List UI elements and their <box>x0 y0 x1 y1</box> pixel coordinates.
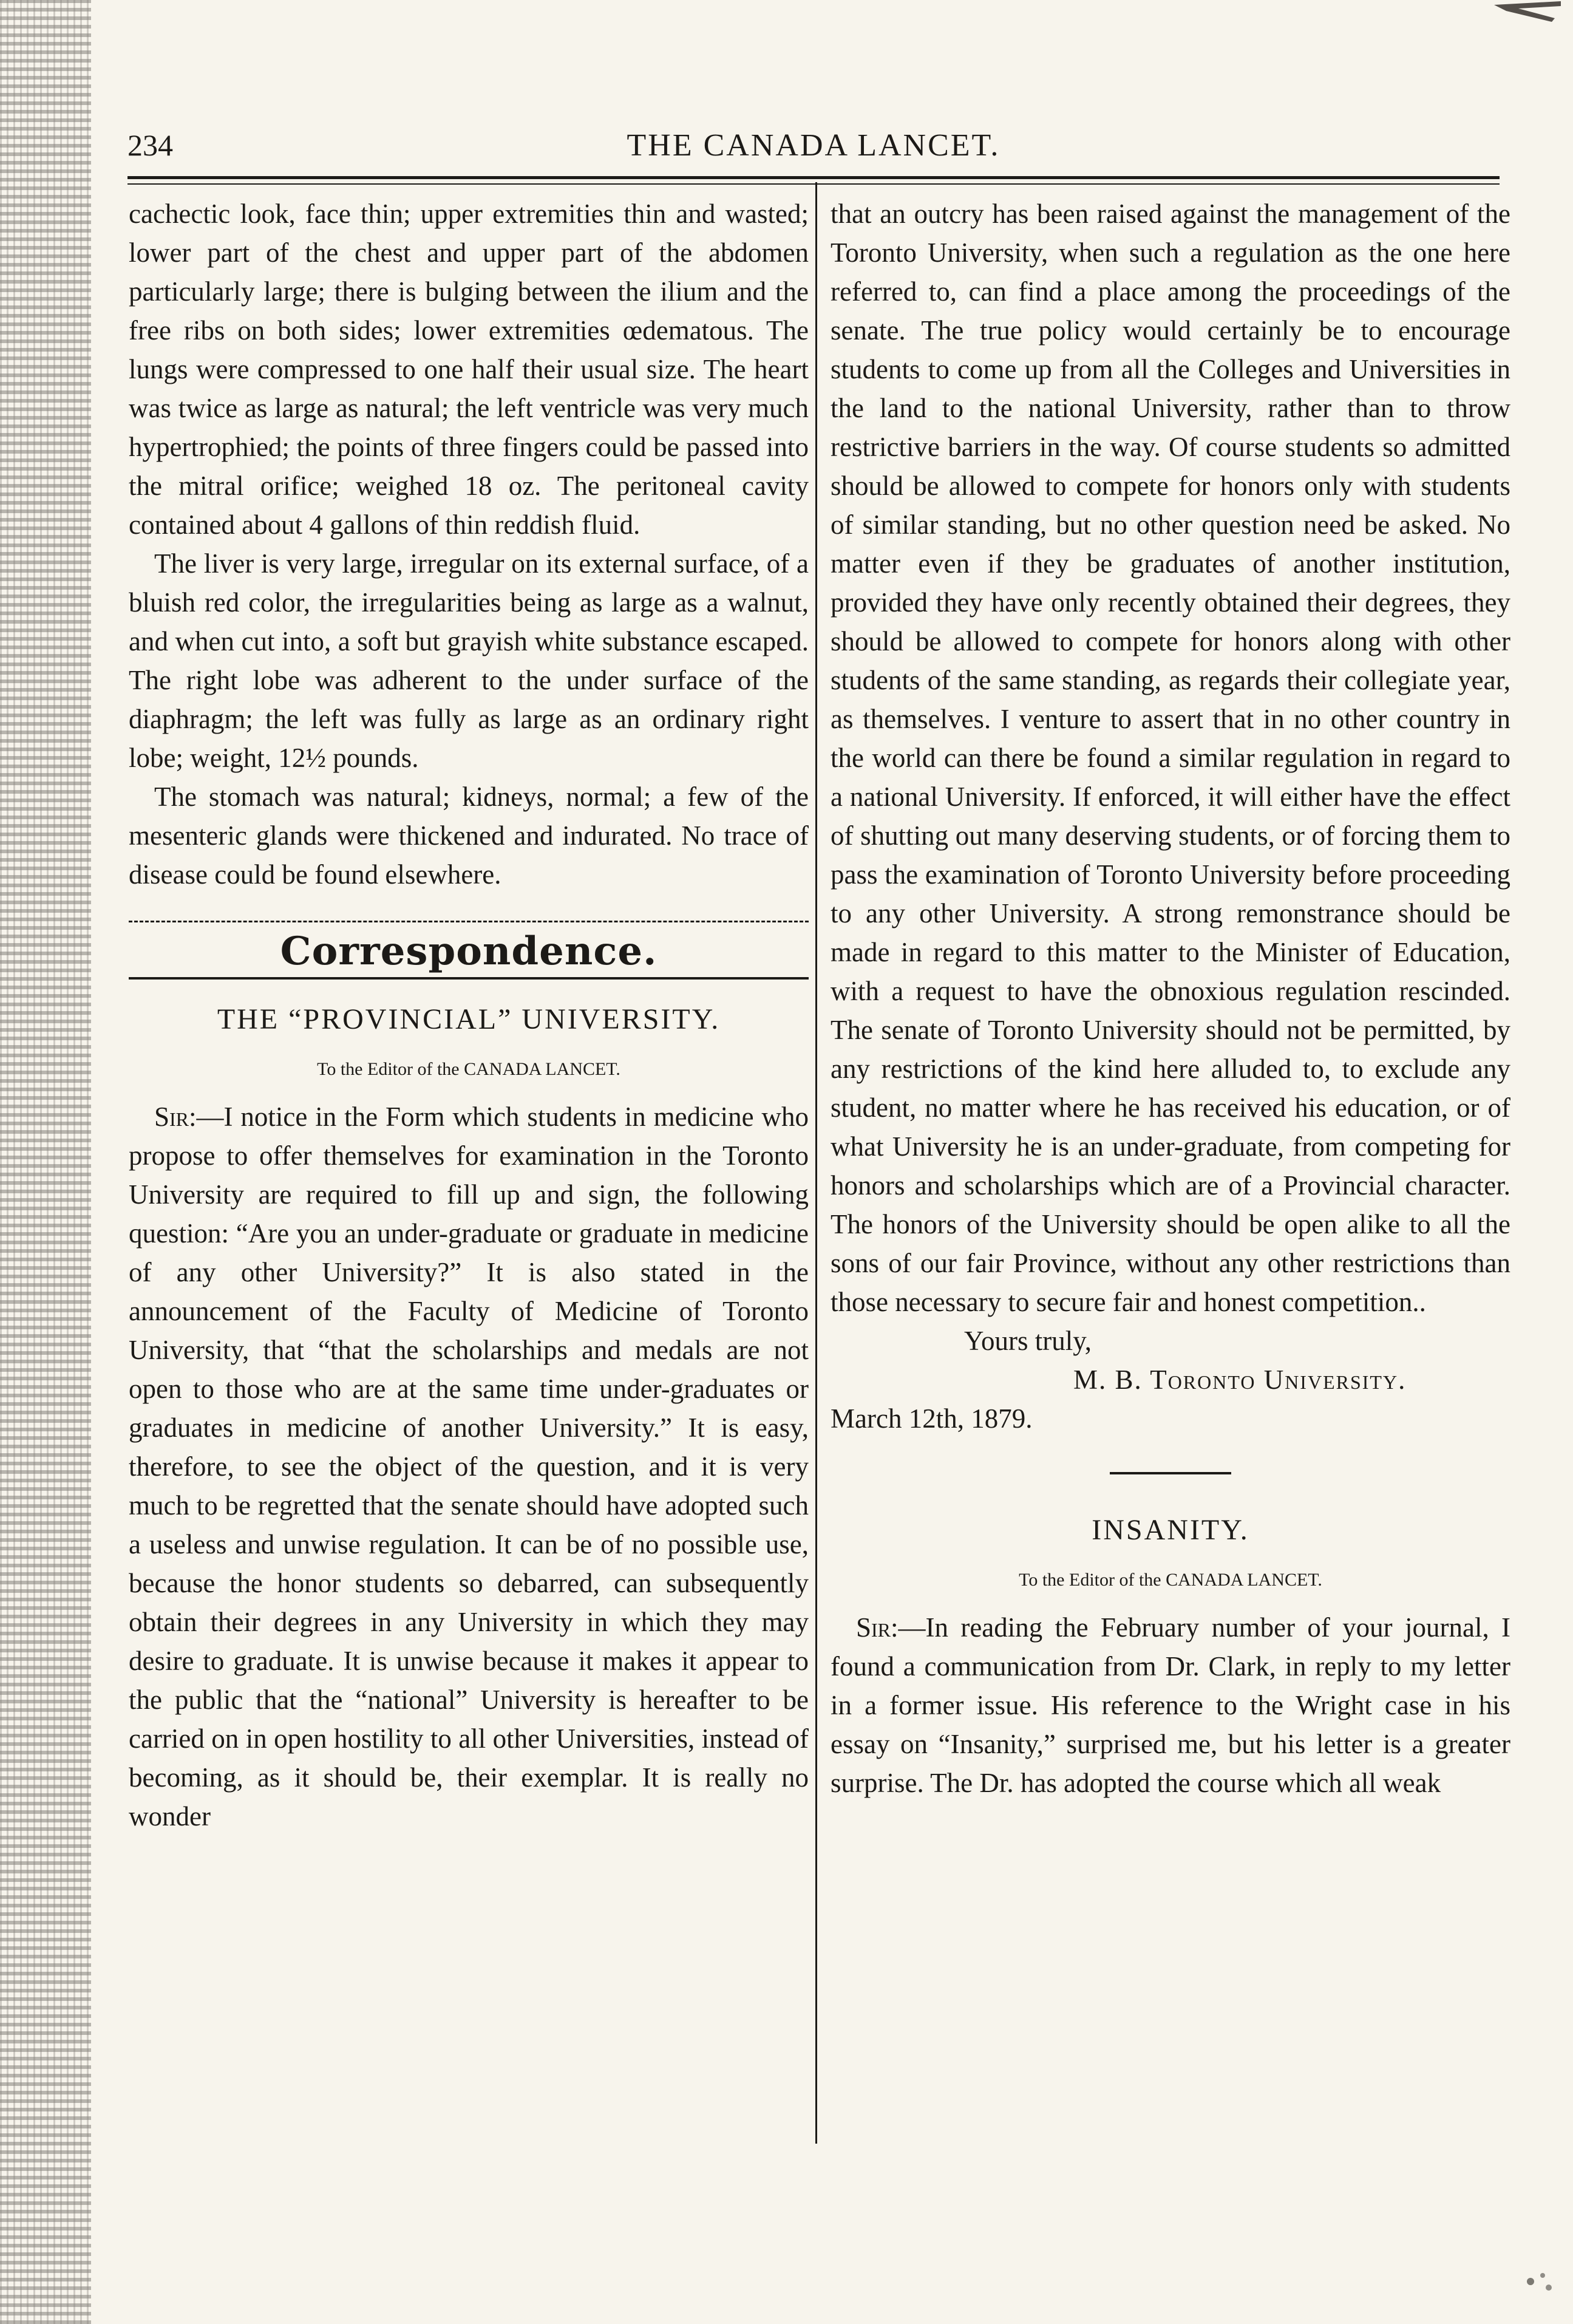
right-column <box>831 194 1510 1802</box>
autopsy-paragraph-1: cachectic look, face thin; upper extremities thin and wasted; lower part of the chest and upper part of the abdomen particularly large; there is bulging between the ilium and the free ribs on both sides; lower extremities œdematous. The lungs were compressed to one half their usual size. The heart was twice as large as natural; the left ventricle was very much hypertrophied; the points of three fingers could be passed into the mitral orifice; weighed 18 oz. The peritoneal cavity contained about 4 gallons of thin reddish fluid. <box>129 199 809 540</box>
header-rule-thin <box>127 183 1500 185</box>
section-rule <box>129 977 809 980</box>
letter2-body: :—In reading the February number of your journal, I found a communication from Dr. Clark, in reply to my letter in a former issue. His reference to the Wright case in his essay on “Insanity,” surprised me, but his letter is a greater surprise. The Dr. has adopted the course which all weak <box>831 1612 1510 1798</box>
letter2-salutation: Sir <box>856 1612 891 1643</box>
to-editor-line: To the Editor of the CANADA LANCET. <box>317 1059 620 1079</box>
page-number: 234 <box>127 128 173 162</box>
left-column <box>129 194 809 1836</box>
binding-edge <box>0 0 91 2324</box>
journal-title: THE CANADA LANCET. <box>627 128 1001 163</box>
section-heading: Correspondence. <box>280 929 657 974</box>
header-rule-thick <box>127 176 1500 179</box>
to-editor-line-2: To the Editor of the CANADA LANCET. <box>1019 1570 1322 1590</box>
column-divider <box>815 182 817 2144</box>
corner-ink-speck <box>1512 2263 1561 2300</box>
article-title: THE “PROVINCIAL” UNIVERSITY. <box>217 1003 721 1035</box>
running-header <box>121 128 1506 170</box>
autopsy-paragraph-2: The liver is very large, irregular on its external surface, of a bluish red color, the irregularities being as large as a walnut, and when cut into, a soft but grayish white substance escaped. The right lobe was adherent to the under surface of the diaphragm; the left was fully as large as an ordinary right lobe; weight, 12½ pounds. <box>129 548 809 773</box>
letter-date: March 12th, 1879. <box>831 1403 1033 1434</box>
journal-page <box>121 0 1510 2324</box>
letter-paragraph <box>129 1097 809 1836</box>
letter-signature: M. B. Toronto University. <box>1073 1365 1407 1395</box>
letter-continued: that an outcry has been raised against the management of the Toronto University, when such a regulation as the one here referred to, can find a place among the proceedings of the senate. The true policy would certainly be to encourage students to come up from all the Colleges and Universities in the land to the national University, rather than to throw restrictive barriers in the way. Of course students so admitted should be allowed to compete for honors only with students of similar standing, but no other question need be asked. No matter even if they be graduates of another institution, provided they have only recently obtained their degrees, they should be allowed to compete for honors along with other students of the same standing, as regards their collegiate year, as themselves. I venture to assert that in no other country in the world can there be found a similar regulation in regard to a national University. If enforced, it will either have the effect of shutting out many deserving students, or of forcing them to pass the examination of Toronto University before proceeding to any other University. A strong remonstrance should be made in regard to this matter to the Minister of Education, with a request to have the obnoxious regulation rescinded. The senate of Toronto University should not be permitted, by any restrictions of the kind here alluded to, to exclude any student, no matter where he has received his education, or of what University he is an under-graduate, from competing for honors and scholarships which are of a Provincial character. The honors of the University should be open alike to all the sons of our fair Province, without any other restrictions than those necessary to secure fair and honest competition.. <box>831 199 1510 1317</box>
article2-title: INSANITY. <box>1092 1514 1249 1546</box>
autopsy-paragraph-3: The stomach was natural; kidneys, normal; a few of the mesenteric glands were thickened and indurated. No trace of disease could be found elsewhere. <box>129 782 809 890</box>
letter-closing: Yours truly, <box>964 1326 1092 1356</box>
letter-salutation: Sir <box>154 1102 189 1132</box>
letter2-paragraph <box>831 1608 1510 1802</box>
article-separator <box>1110 1472 1231 1474</box>
section-separator <box>129 902 809 922</box>
letter-body: :—I notice in the Form which students in medicine who propose to offer themselves for examination in the Toronto University are required to fill up and sign, the following question: “Are you an under-graduate or graduate in medicine of any other University?” It is also stated in the announcement of the Faculty of Medicine of Toronto University, that “that the scholarships and medals are not open to those who are at the same time under-graduates or graduates in medicine of another University.” It is easy, therefore, to see the object of the question, and it is very much to be regretted that the senate should have adopted such a useless and unwise regulation. It can be of no possible use, because the honor students so debarred, can subsequently obtain their degrees in any University in which they may desire to graduate. It is unwise because it makes it appear to the public that the “national” University is hereafter to be carried on in open hostility to all other Universities, instead of becoming, as it should be, their exemplar. It is really no wonder <box>129 1102 809 1832</box>
